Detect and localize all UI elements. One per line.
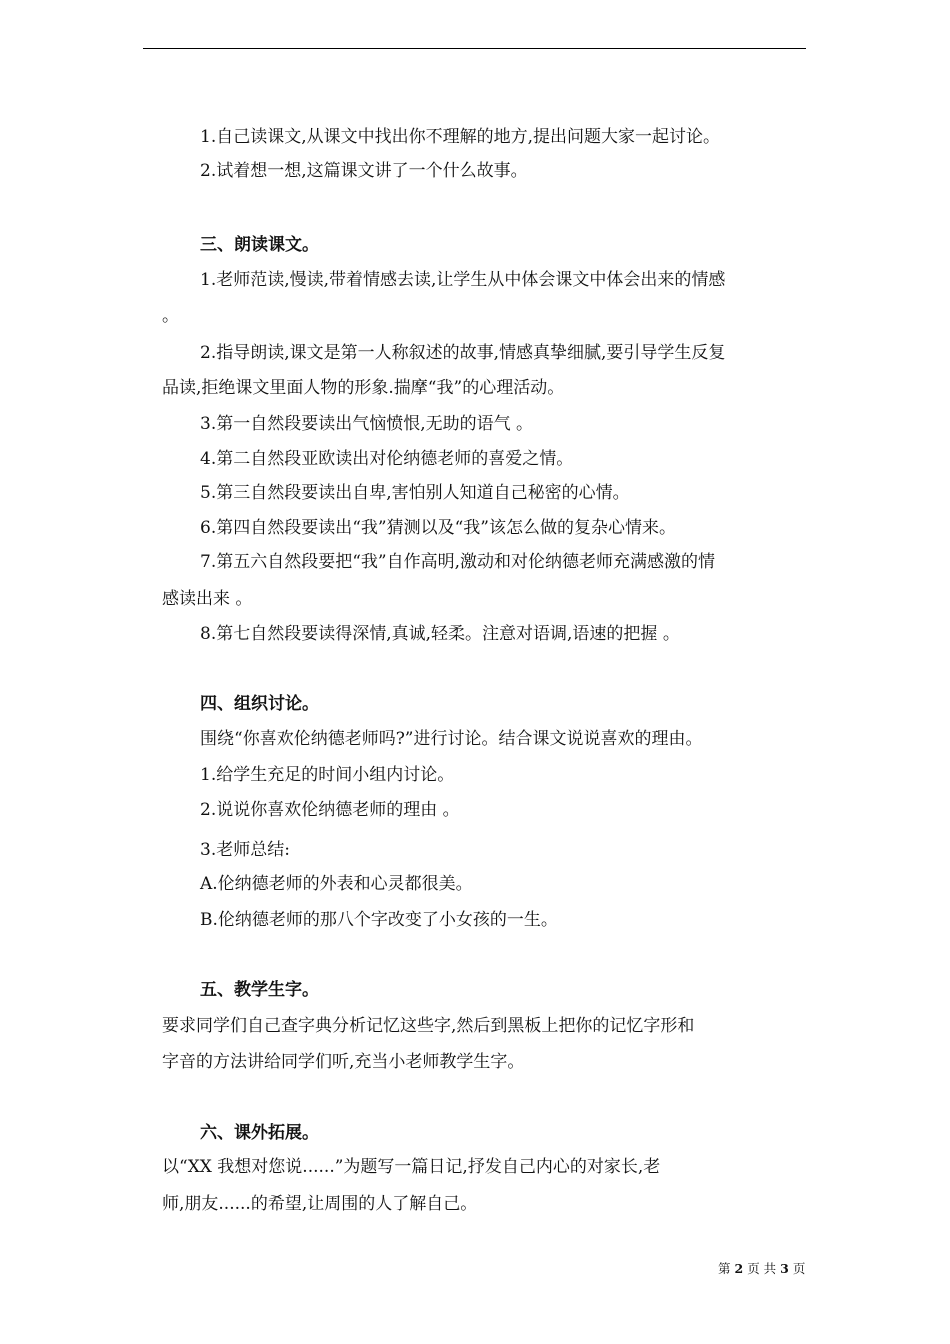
section3-item-7-line1: 7.第五六自然段要把“我”自作高明,激动和对伦纳德老师充满感激的情	[200, 552, 716, 572]
section5-line2: 字音的方法讲给同学们听,充当小老师教学生字。	[162, 1052, 525, 1072]
section4-item-a: A.伦纳德老师的外表和心灵都很美。	[200, 874, 473, 894]
section3-item-6: 6.第四自然段要读出“我”猜测以及“我”该怎么做的复杂心情来。	[200, 518, 676, 538]
section4-item-b: B.伦纳德老师的那八个字改变了小女孩的一生。	[200, 910, 558, 930]
section2-item-1: 1.自己读课文,从课文中找出你不理解的地方,提出问题大家一起讨论。	[200, 127, 721, 147]
section5-line1: 要求同学们自己查字典分析记忆这些字,然后到黑板上把你的记忆字形和	[162, 1016, 695, 1036]
section4-heading: 四、组织讨论。	[200, 694, 319, 714]
section3-heading: 三、朗读课文。	[200, 235, 319, 255]
section6-line2: 师,朋友......的希望,让周围的人了解自己。	[162, 1194, 478, 1214]
header-rule	[143, 48, 806, 49]
section3-item-1-line2: 。	[162, 306, 179, 326]
footer-total-pages: 3	[780, 1261, 789, 1276]
section6-heading: 六、课外拓展。	[200, 1123, 319, 1143]
section3-item-2-line1: 2.指导朗读,课文是第一人称叙述的故事,情感真挚细腻,要引导学生反复	[200, 343, 726, 363]
section2-item-2: 2.试着想一想,这篇课文讲了一个什么故事。	[200, 161, 528, 181]
footer-prefix: 第	[718, 1261, 731, 1276]
footer-current-page: 2	[734, 1261, 744, 1276]
footer-middle: 页 共	[747, 1261, 777, 1276]
page-footer	[718, 1259, 805, 1277]
section3-item-3: 3.第一自然段要读出气恼愤恨,无助的语气 。	[200, 414, 534, 434]
section4-intro: 围绕“你喜欢伦纳德老师吗?”进行讨论。结合课文说说喜欢的理由。	[200, 729, 703, 749]
section6-line1: 以“XX 我想对您说......”为题写一篇日记,抒发自己内心的对家长,老	[162, 1157, 661, 1177]
section3-item-1-line1: 1.老师范读,慢读,带着情感去读,让学生从中体会课文中体会出来的情感	[200, 270, 726, 290]
section3-item-5: 5.第三自然段要读出自卑,害怕别人知道自己秘密的心情。	[200, 483, 630, 503]
section3-item-7-line2: 感读出来 。	[162, 589, 253, 609]
section4-item-2: 2.说说你喜欢伦纳德老师的理由 。	[200, 800, 460, 820]
section5-heading: 五、教学生字。	[200, 980, 319, 1000]
section4-item-3: 3.老师总结:	[200, 840, 290, 860]
section3-item-2-line2: 品读,拒绝课文里面人物的形象.揣摩“我”的心理活动。	[162, 378, 565, 398]
footer-suffix: 页	[792, 1261, 806, 1276]
section3-item-8: 8.第七自然段要读得深情,真诚,轻柔。注意对语调,语速的把握 。	[200, 624, 680, 644]
section3-item-4: 4.第二自然段亚欧读出对伦纳德老师的喜爱之情。	[200, 449, 574, 469]
section4-item-1: 1.给学生充足的时间小组内讨论。	[200, 765, 455, 785]
